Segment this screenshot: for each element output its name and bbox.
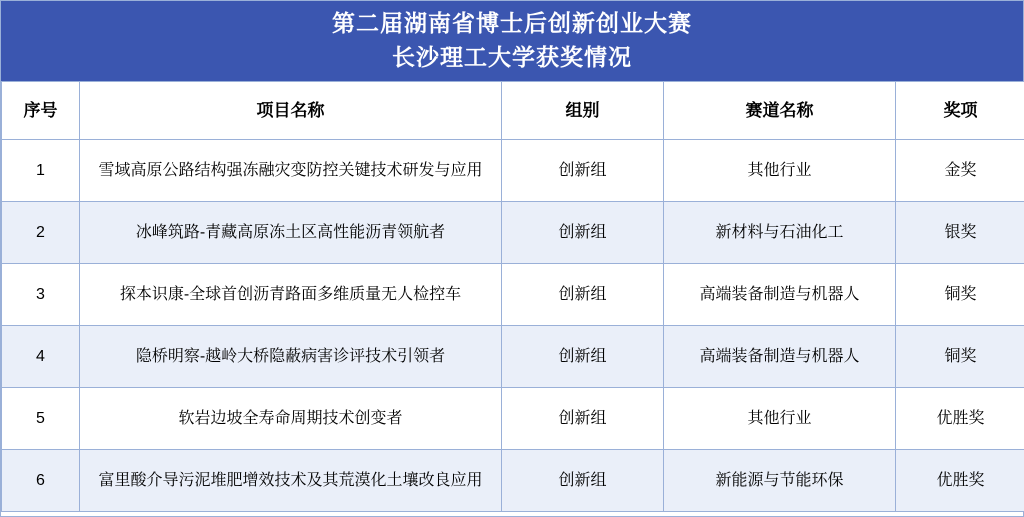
title-block [1, 1, 1023, 81]
cell-project: 富里酸介导污泥堆肥增效技术及其荒漠化土壤改良应用 [80, 450, 502, 512]
cell-seq: 1 [2, 140, 80, 202]
column-header-project: 项目名称 [80, 82, 502, 140]
table-row [2, 264, 1024, 326]
title-line-secondary: 长沙理工大学获奖情况 [392, 44, 632, 70]
cell-seq: 2 [2, 202, 80, 264]
cell-project: 隐桥明察-越岭大桥隐蔽病害诊评技术引领者 [80, 326, 502, 388]
cell-prize: 铜奖 [896, 264, 1024, 326]
cell-project: 探本识康-全球首创沥青路面多维质量无人检控车 [80, 264, 502, 326]
cell-prize: 优胜奖 [896, 388, 1024, 450]
cell-seq: 4 [2, 326, 80, 388]
cell-track: 新材料与石油化工 [664, 202, 896, 264]
award-table [1, 81, 1024, 512]
cell-group: 创新组 [502, 450, 664, 512]
cell-prize: 铜奖 [896, 326, 1024, 388]
cell-group: 创新组 [502, 140, 664, 202]
cell-track: 其他行业 [664, 388, 896, 450]
column-header-group: 组别 [502, 82, 664, 140]
cell-group: 创新组 [502, 264, 664, 326]
cell-group: 创新组 [502, 326, 664, 388]
table-row [2, 326, 1024, 388]
column-header-seq: 序号 [2, 82, 80, 140]
cell-prize: 优胜奖 [896, 450, 1024, 512]
cell-group: 创新组 [502, 388, 664, 450]
table-body [2, 140, 1024, 512]
table-row [2, 388, 1024, 450]
table-header [2, 82, 1024, 140]
table-row [2, 202, 1024, 264]
cell-track: 高端装备制造与机器人 [664, 326, 896, 388]
title-line-primary: 第二届湖南省博士后创新创业大赛 [332, 10, 692, 36]
cell-prize: 金奖 [896, 140, 1024, 202]
table-row [2, 450, 1024, 512]
cell-group: 创新组 [502, 202, 664, 264]
cell-project: 冰峰筑路-青藏高原冻土区高性能沥青领航者 [80, 202, 502, 264]
cell-project: 软岩边坡全寿命周期技术创变者 [80, 388, 502, 450]
column-header-track: 赛道名称 [664, 82, 896, 140]
cell-project: 雪域高原公路结构强冻融灾变防控关键技术研发与应用 [80, 140, 502, 202]
table-row [2, 140, 1024, 202]
cell-seq: 6 [2, 450, 80, 512]
cell-track: 高端装备制造与机器人 [664, 264, 896, 326]
cell-track: 新能源与节能环保 [664, 450, 896, 512]
cell-prize: 银奖 [896, 202, 1024, 264]
table-header-row [2, 82, 1024, 140]
cell-seq: 5 [2, 388, 80, 450]
column-header-prize: 奖项 [896, 82, 1024, 140]
cell-seq: 3 [2, 264, 80, 326]
cell-track: 其他行业 [664, 140, 896, 202]
